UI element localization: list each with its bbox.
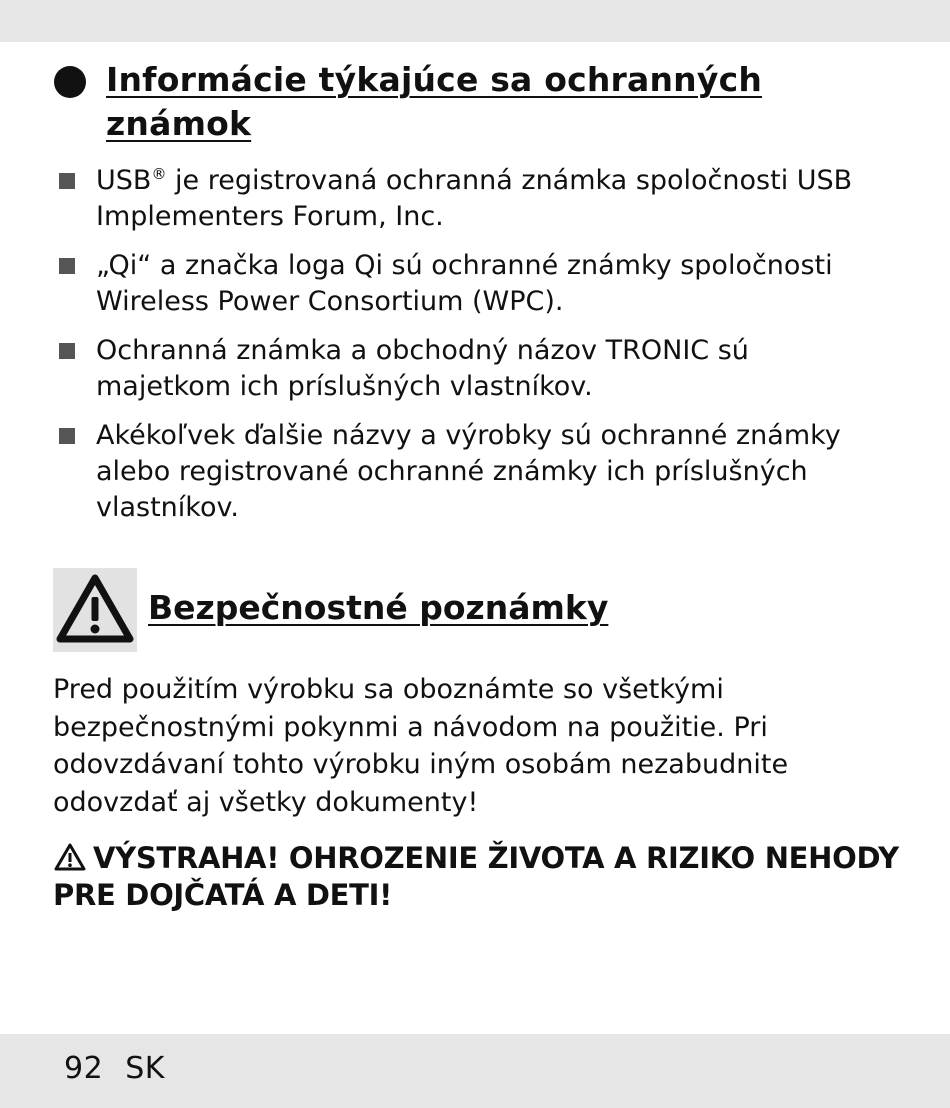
warning-text: VÝSTRAHA! OHROZENIE ŽIVOTA A RIZIKO NEHODY PRE DOJČATÁ A DETI!	[53, 841, 899, 912]
item-text: „Qi“ a značka loga Qi sú ochranné známky spoločnosti Wireless Power Consortium (WPC).	[96, 250, 833, 317]
trademark-list	[58, 163, 888, 539]
warning-triangle-icon	[53, 842, 87, 872]
safety-header	[53, 568, 913, 654]
list-item	[58, 248, 888, 320]
trademark-heading: Informácie týkajúce sa ochranných známok	[106, 60, 763, 143]
warning-icon-box	[53, 568, 137, 652]
heading-bullet	[54, 66, 86, 98]
list-item	[58, 333, 888, 405]
item-text-usb: USB	[96, 165, 152, 196]
list-item	[58, 163, 888, 235]
footer	[64, 1051, 165, 1086]
safety-heading: Bezpečnostné poznámky	[148, 588, 609, 627]
safety-intro-text: Pred použitím výrobku sa oboznámte so všetkými bezpečnostnými pokynmi a návodom na použitie. Pri odovzdávaní tohto výrobku iným osobám nezabudnite odovzdať aj všetky dokumenty!	[53, 674, 789, 818]
warning-title	[53, 840, 913, 914]
warning-triangle-icon	[55, 572, 135, 646]
list-item	[58, 418, 888, 526]
item-text-usb-rest: je registrovaná ochranná známka spoločnosti USB Implementers Forum, Inc.	[96, 165, 853, 232]
top-band	[0, 0, 950, 42]
registered-mark: ®	[151, 165, 167, 183]
item-text: Ochranná známka a obchodný názov TRONIC sú majetkom ich príslušných vlastníkov.	[96, 335, 749, 402]
item-text: Akékoľvek ďalšie názvy a výrobky sú ochranné známky alebo registrované ochranné známky ich príslušných vlastníkov.	[96, 420, 841, 523]
language-code: SK	[125, 1051, 165, 1086]
page-number: 92	[64, 1051, 104, 1086]
trademark-section	[54, 58, 914, 146]
